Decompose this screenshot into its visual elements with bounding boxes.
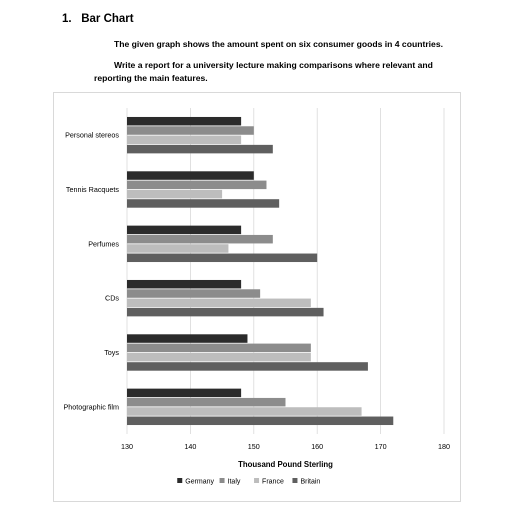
category-label-cds: CDs [105,293,119,303]
legend-label-italy: Italy [227,478,241,486]
task-prompt-line-3: reporting the main features. [94,73,208,83]
task-prompt-line-1: The given graph shows the amount spent on six consumer goods in 4 countries. [114,39,443,49]
bar-toys-britain [127,362,368,371]
heading-text: Bar Chart [81,13,134,25]
x-tick-label-130: 130 [121,442,133,451]
bar-personal-stereos-germany [127,117,241,126]
bar-tennis-racquets-germany [127,171,254,180]
bar-toys-france [127,353,311,362]
bar-personal-stereos-britain [127,145,273,154]
legend-label-germany: Germany [185,478,215,486]
bar-cds-france [127,299,311,308]
legend-label-france: France [262,478,284,486]
category-label-photographic-film: Photographic film [63,402,119,412]
bar-toys-germany [127,334,247,343]
category-label-perfumes: Perfumes [88,239,119,249]
bar-perfumes-italy [127,235,273,244]
bar-perfumes-germany [127,226,241,235]
legend-label-britain: Britain [300,478,321,486]
x-tick-label-180: 180 [438,442,450,451]
category-label-personal-stereos: Personal stereos [65,130,119,140]
bar-photographic-film-germany [127,389,241,398]
bar-cds-italy [127,289,260,298]
bar-cds-germany [127,280,241,289]
bar-photographic-film-italy [127,398,286,407]
bar-tennis-racquets-britain [127,199,279,208]
heading-number: 1. [62,13,72,25]
legend-swatch-britain [292,478,297,483]
bar-tennis-racquets-italy [127,181,266,190]
bar-personal-stereos-france [127,136,241,145]
x-tick-label-160: 160 [311,442,324,451]
bar-photographic-film-britain [127,417,393,426]
category-label-toys: Toys [104,348,119,357]
bar-perfumes-france [127,244,228,253]
task-prompt-line-2: Write a report for a university lecture making comparisons where relevant and [114,60,433,70]
bar-perfumes-britain [127,254,317,262]
bar-cds-britain [127,308,324,317]
category-label-tennis-racquets: Tennis Racquets [65,185,119,194]
x-tick-label-170: 170 [374,442,387,451]
bar-toys-italy [127,344,311,353]
legend-swatch-italy [220,478,225,483]
legend-swatch-germany [177,478,182,483]
bar-photographic-film-france [127,407,362,416]
x-axis-title: Thousand Pound Sterling [238,460,333,469]
x-tick-label-140: 140 [184,442,197,451]
legend-swatch-france [254,478,259,483]
x-tick-label-150: 150 [247,442,260,451]
bar-personal-stereos-italy [127,126,254,134]
bar-tennis-racquets-france [127,190,222,199]
